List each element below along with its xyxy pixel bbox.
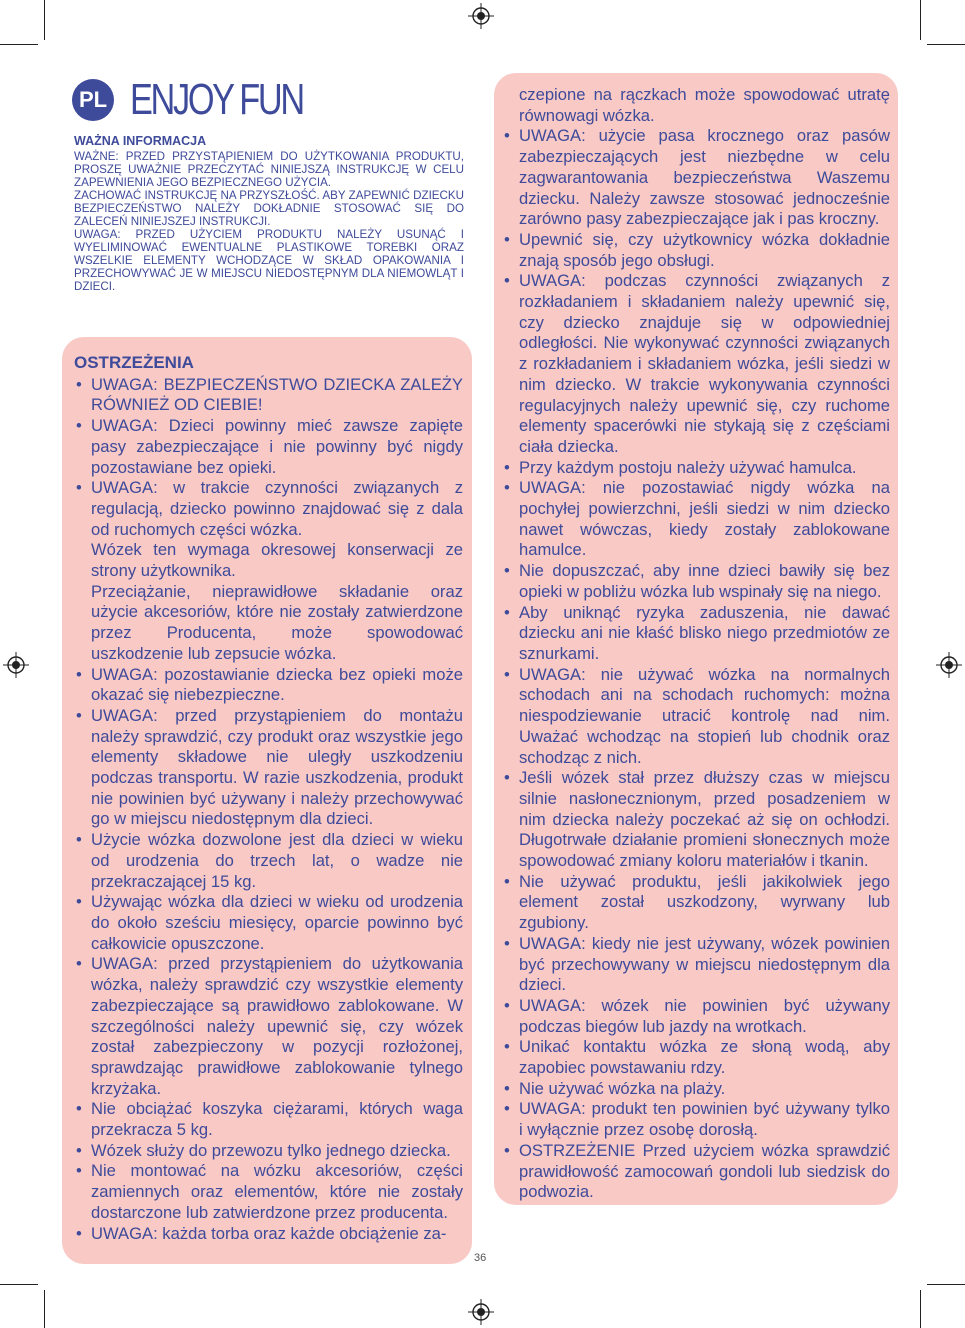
page-header bbox=[72, 75, 352, 124]
warnings-left-column bbox=[74, 353, 463, 1244]
list-item: czepione na rączkach może spowodować utratę równowagi wózka. bbox=[519, 85, 890, 125]
important-info bbox=[74, 135, 464, 293]
registration-mark-icon bbox=[468, 1299, 494, 1325]
warnings-right-column bbox=[502, 85, 890, 1203]
crop-mark bbox=[920, 0, 921, 40]
list-item: • Nie dopuszczać, aby inne dzieci bawiły się bez opieki w pobliżu wózka lub wspinały się na niego. bbox=[502, 561, 890, 602]
crop-mark bbox=[920, 1290, 921, 1328]
list-item: • Jeśli wózek stał przez dłuższy czas w miejscu silnie nasłonecznionym, przed posadzeniem w nim dziecka należy poczekać aż się on ochłodzi. Długotrwałe działanie promieni słonecznych może spowodować zmiany koloru materiałów i tkanin. bbox=[502, 768, 890, 872]
list-item: Przeciążanie, nieprawidłowe składanie oraz użycie akcesoriów, które nie zostały zatwierdzone przez Producenta, może spowodować uszkodzenie lub zepsucie wózka. bbox=[91, 581, 463, 663]
list-item: • UWAGA: każda torba oraz każde obciążenie za- bbox=[74, 1224, 463, 1245]
registration-mark-icon bbox=[936, 652, 962, 678]
list-item: Wózek ten wymaga okresowej konserwacji ze strony użytkownika. bbox=[91, 540, 463, 581]
warnings-heading: OSTRZEŻENIA bbox=[74, 353, 194, 372]
list-item: • Upewnić się, czy użytkownicy wózka dokładnie znają sposób jego obsługi. bbox=[502, 230, 890, 271]
crop-mark bbox=[44, 1290, 45, 1328]
list-item: • UWAGA: przed przystąpieniem do użytkowania wózka, należy sprawdzić czy wszystkie elementy zabezpieczające są prawidłowo zablokowane. W szczególności należy upewnić się, czy wózek został zabezpieczony w pozycji rozłożonej, sprawdzając prawidłowe zablokowanie tylnego krzyżaka. bbox=[74, 954, 463, 1099]
list-item: • UWAGA: wózek nie powinien być używany podczas biegów lub jazdy na wrotkach. bbox=[502, 996, 890, 1037]
list-item: • Nie używać wózka na plaży. bbox=[502, 1079, 890, 1100]
list-item: • UWAGA: podczas czynności związanych z rozkładaniem i składaniem należy upewnić się, czy dziecko znajduje się w odpowiedniej odległości. Nie wykonywać czynności związanych z rozkładaniem i składaniem wózka, jeśli siedzi w nim dziecko. W trakcie wykonywania czynności regulacyjnych należy upewnić się, czy ruchome elementy spacerówki nie stykają się z częściami ciała dziecka. bbox=[502, 271, 890, 457]
important-paragraph: ZACHOWAĆ INSTRUKCJĘ NA PRZYSZŁOŚĆ. ABY ZAPEWNIĆ DZIECKU BEZPIECZEŃSTWO NALEŻY DOKŁADNIE STOSOWAĆ SIĘ DO ZALECEŃ NINIEJSZEJ INSTRUKCJI. bbox=[74, 189, 464, 228]
important-paragraph: UWAGA: PRZED UŻYCIEM PRODUKTU NALEŻY USUNĄĆ I WYELIMINOWAĆ EWENTUALNE PLASTIKOWE TOREBKI ORAZ WSZELKIE ELEMENTY WCHODZĄCE W SKŁAD OPAKOWANIA I PRZECHOWYWAĆ JE W MIEJSCU NIEDOSTĘPNYM DLA NIEMOWLĄT I DZIECI. bbox=[74, 228, 464, 293]
warnings-list-right bbox=[502, 85, 890, 1203]
list-item: • UWAGA: przed przystąpieniem do montażu należy sprawdzić, czy produkt oraz wszystkie jego elementy składowe nie uległy uszkodzeniu podczas transportu. W razie uszkodzenia, produkt nie powinien być używany i należy przechowywać go w miejscu niedostępnym dla dzieci. bbox=[74, 706, 463, 830]
page-number: 36 bbox=[474, 1252, 487, 1264]
crop-mark bbox=[927, 44, 965, 45]
list-item: • Używając wózka dla dzieci w wieku od urodzenia do około sześciu miesięcy, oparcie powinno być całkowicie opuszczone. bbox=[74, 892, 463, 954]
important-heading: WAŻNA INFORMACJA bbox=[74, 134, 207, 148]
crop-mark bbox=[0, 1284, 38, 1285]
list-item: • Wózek służy do przewozu tylko jednego dziecka. bbox=[74, 1141, 463, 1162]
crop-mark bbox=[0, 44, 38, 45]
list-item: • UWAGA: nie używać wózka na normalnych schodach ani na schodach ruchomych: można niespodziewanie utracić kontrolę nad nim. Uważać wchodząc na stopień lub chodnik oraz schodząc z nich. bbox=[502, 665, 890, 769]
list-item: • UWAGA: w trakcie czynności związanych z regulacją, dziecko powinno znajdować się z dala od ruchomych części wózka. bbox=[74, 478, 463, 540]
list-item: • UWAGA: kiedy nie jest używany, wózek powinien być przechowywany w miejscu niedostępnym dla dzieci. bbox=[502, 934, 890, 996]
list-item: • UWAGA: użycie pasa krocznego oraz pasów zabezpieczających jest niezbędne w celu zagwarantowania bezpieczeństwa Waszemu dziecku. Należy zawsze stosować jednocześnie zarówno pasy zabezpieczające jak i pas kroczny. bbox=[502, 126, 890, 230]
list-item: • UWAGA: nie pozostawiać nigdy wózka na pochyłej powierzchni, jeśli siedzi w nim dziecko nawet wówczas, kiedy zostały zablokowane hamulce. bbox=[502, 478, 890, 561]
registration-mark-icon bbox=[468, 3, 494, 29]
list-item: • Unikać kontaktu wózka ze słoną wodą, aby zapobiec powstawaniu rdzy. bbox=[502, 1037, 890, 1078]
important-paragraph: WAŻNE: PRZED PRZYSTĄPIENIEM DO UŻYTKOWANIA PRODUKTU, PROSZĘ UWAŻNIE PRZECZYTAĆ NINIEJSZĄ INSTRUKCJĘ W CELU ZAPEWNIENIA JEGO BEZPIECZNEGO UŻYCIA. bbox=[74, 150, 464, 189]
page-title: ENJOY FUN bbox=[130, 75, 303, 124]
registration-mark-icon bbox=[3, 652, 29, 678]
warnings-list-left bbox=[74, 375, 463, 1245]
list-item: • UWAGA: Dzieci powinny mieć zawsze zapięte pasy zabezpieczające i nie powinny być nigdy pozostawiane bez opieki. bbox=[74, 416, 463, 478]
language-badge: PL bbox=[72, 79, 114, 121]
list-item: • Nie obciążać koszyka ciężarami, których waga przekracza 5 kg. bbox=[74, 1099, 463, 1140]
crop-mark bbox=[44, 0, 45, 40]
list-item: • Aby uniknąć ryzyka zaduszenia, nie dawać dziecku ani nie kłaść blisko niego przedmiotów ze sznurkami. bbox=[502, 603, 890, 665]
list-item: • UWAGA: produkt ten powinien być używany tylko i wyłącznie przez osobę dorosłą. bbox=[502, 1099, 890, 1140]
list-item: • Nie używać produktu, jeśli jakikolwiek jego element został uszkodzony, wyrwany lub zgubiony. bbox=[502, 872, 890, 934]
crop-mark bbox=[927, 1284, 965, 1285]
list-item: • Użycie wózka dozwolone jest dla dzieci w wieku od urodzenia do trzech lat, o wadze nie przekraczającej 15 kg. bbox=[74, 830, 463, 892]
list-item: • OSTRZEŻENIE Przed użyciem wózka sprawdzić prawidłowość zamocowań gondoli lub siedzisk do podwozia. bbox=[502, 1141, 890, 1203]
list-item: • UWAGA: pozostawianie dziecka bez opieki może okazać się niebezpieczne. bbox=[74, 665, 463, 706]
list-item: • UWAGA: BEZPIECZEŃSTWO DZIECKA ZALEŻY RÓWNIEŻ OD CIEBIE! bbox=[74, 375, 463, 416]
list-item: • Przy każdym postoju należy używać hamulca. bbox=[502, 458, 890, 479]
list-item: • Nie montować na wózku akcesoriów, części zamiennych oraz elementów, które nie zostały dostarczone lub zatwierdzone przez producenta. bbox=[74, 1161, 463, 1223]
